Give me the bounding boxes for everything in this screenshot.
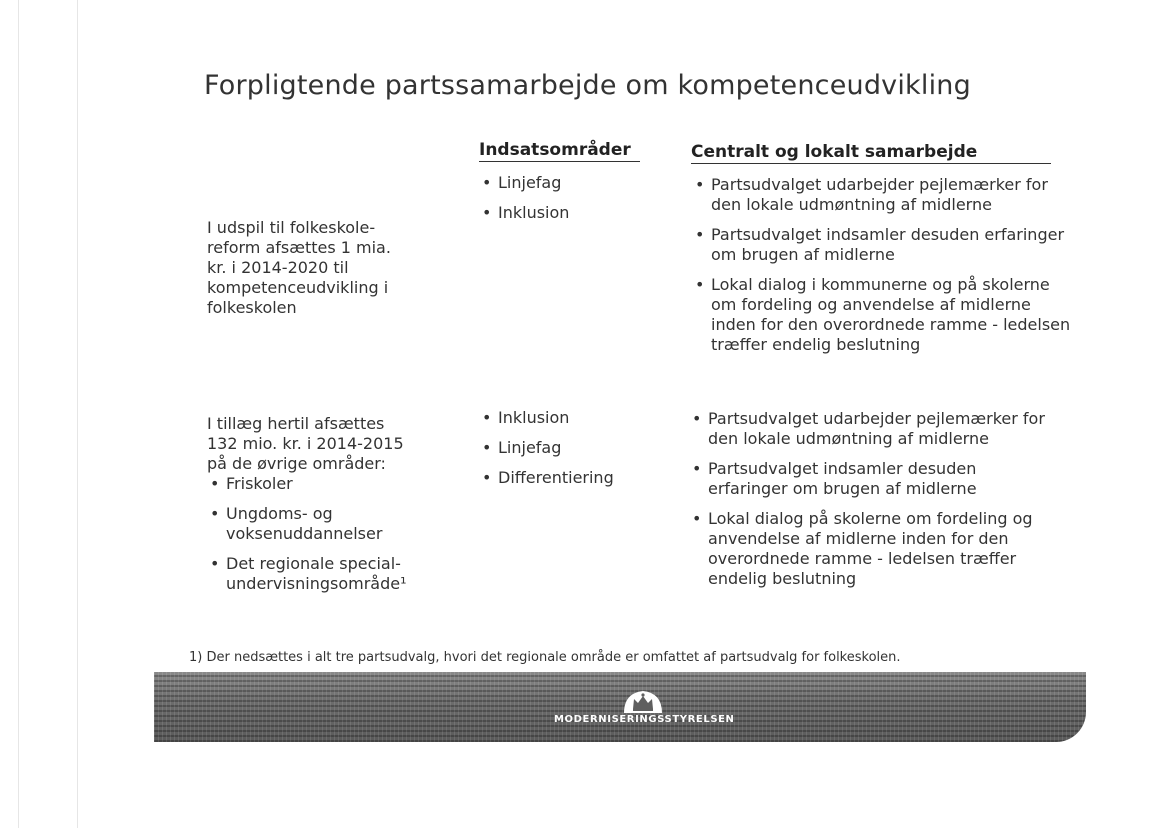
section1-cooperation: [692, 175, 1072, 365]
area-item: • Inklusion: [479, 203, 659, 223]
intro-list-item: • Det regionale special-undervisningsområde¹: [207, 554, 426, 594]
agency-name: MODERNISERINGSSTYRELSEN: [554, 714, 735, 725]
page-edge-line: [18, 0, 19, 828]
section2-areas: [479, 408, 659, 498]
intro-line: kompetenceudvikling i: [207, 278, 389, 297]
area-item: • Inklusion: [479, 408, 659, 428]
crown-icon: [622, 689, 664, 713]
cooperation-item: • Partsudvalget udarbejder pejlemærker for den lokale udmøntning af midlerne: [689, 409, 1057, 449]
cooperation-item: • Lokal dialog på skolerne om fordeling og anvendelse af midlerne inden for den overordnede ramme - ledelsen træffer endelig beslutning: [689, 509, 1057, 589]
header-samarbejde: Centralt og lokalt samarbejde: [691, 142, 1051, 164]
intro-line: I tillæg hertil afsættes: [207, 414, 385, 433]
intro-list-item: • Ungdoms- og voksenuddannelser: [207, 504, 396, 544]
cooperation-item: • Lokal dialog i kommunerne og på skolerne om fordeling og anvendelse af midlerne inden for den overordnede ramme - ledelsen træffer endelig beslutning: [692, 275, 1072, 355]
header-indsatsomraader: Indsatsområder: [479, 140, 640, 162]
intro-line: I udspil til folkeskole-: [207, 218, 376, 237]
intro-line: folkeskolen: [207, 298, 297, 317]
section2-cooperation: [689, 409, 1057, 599]
cooperation-item: • Partsudvalget udarbejder pejlemærker for den lokale udmøntning af midlerne: [692, 175, 1072, 215]
footer-banner: [154, 672, 1086, 742]
intro-line: reform afsættes 1 mia.: [207, 238, 391, 257]
intro-list-item: • Friskoler: [207, 474, 427, 494]
area-item: • Linjefag: [479, 173, 659, 193]
slide-title: Forpligtende partssamarbejde om kompetenceudvikling: [204, 70, 971, 101]
page-edge-line: [77, 0, 78, 828]
footnote: 1) Der nedsættes i alt tre partsudvalg, hvori det regionale område er omfattet af partsudvalg for folkeskolen.: [189, 650, 901, 665]
intro-line: kr. i 2014-2020 til: [207, 258, 349, 277]
area-item: • Linjefag: [479, 438, 659, 458]
intro-line: 132 mio. kr. i 2014-2015: [207, 434, 404, 453]
intro-line: på de øvrige områder:: [207, 454, 386, 473]
area-item: • Differentiering: [479, 468, 659, 488]
cooperation-item: • Partsudvalget indsamler desuden erfaringer om brugen af midlerne: [692, 225, 1072, 265]
section1-areas: [479, 173, 659, 233]
section1-intro: [207, 218, 457, 318]
section2-intro: [207, 414, 457, 604]
cooperation-item: • Partsudvalget indsamler desuden erfaringer om brugen af midlerne: [689, 459, 1008, 499]
